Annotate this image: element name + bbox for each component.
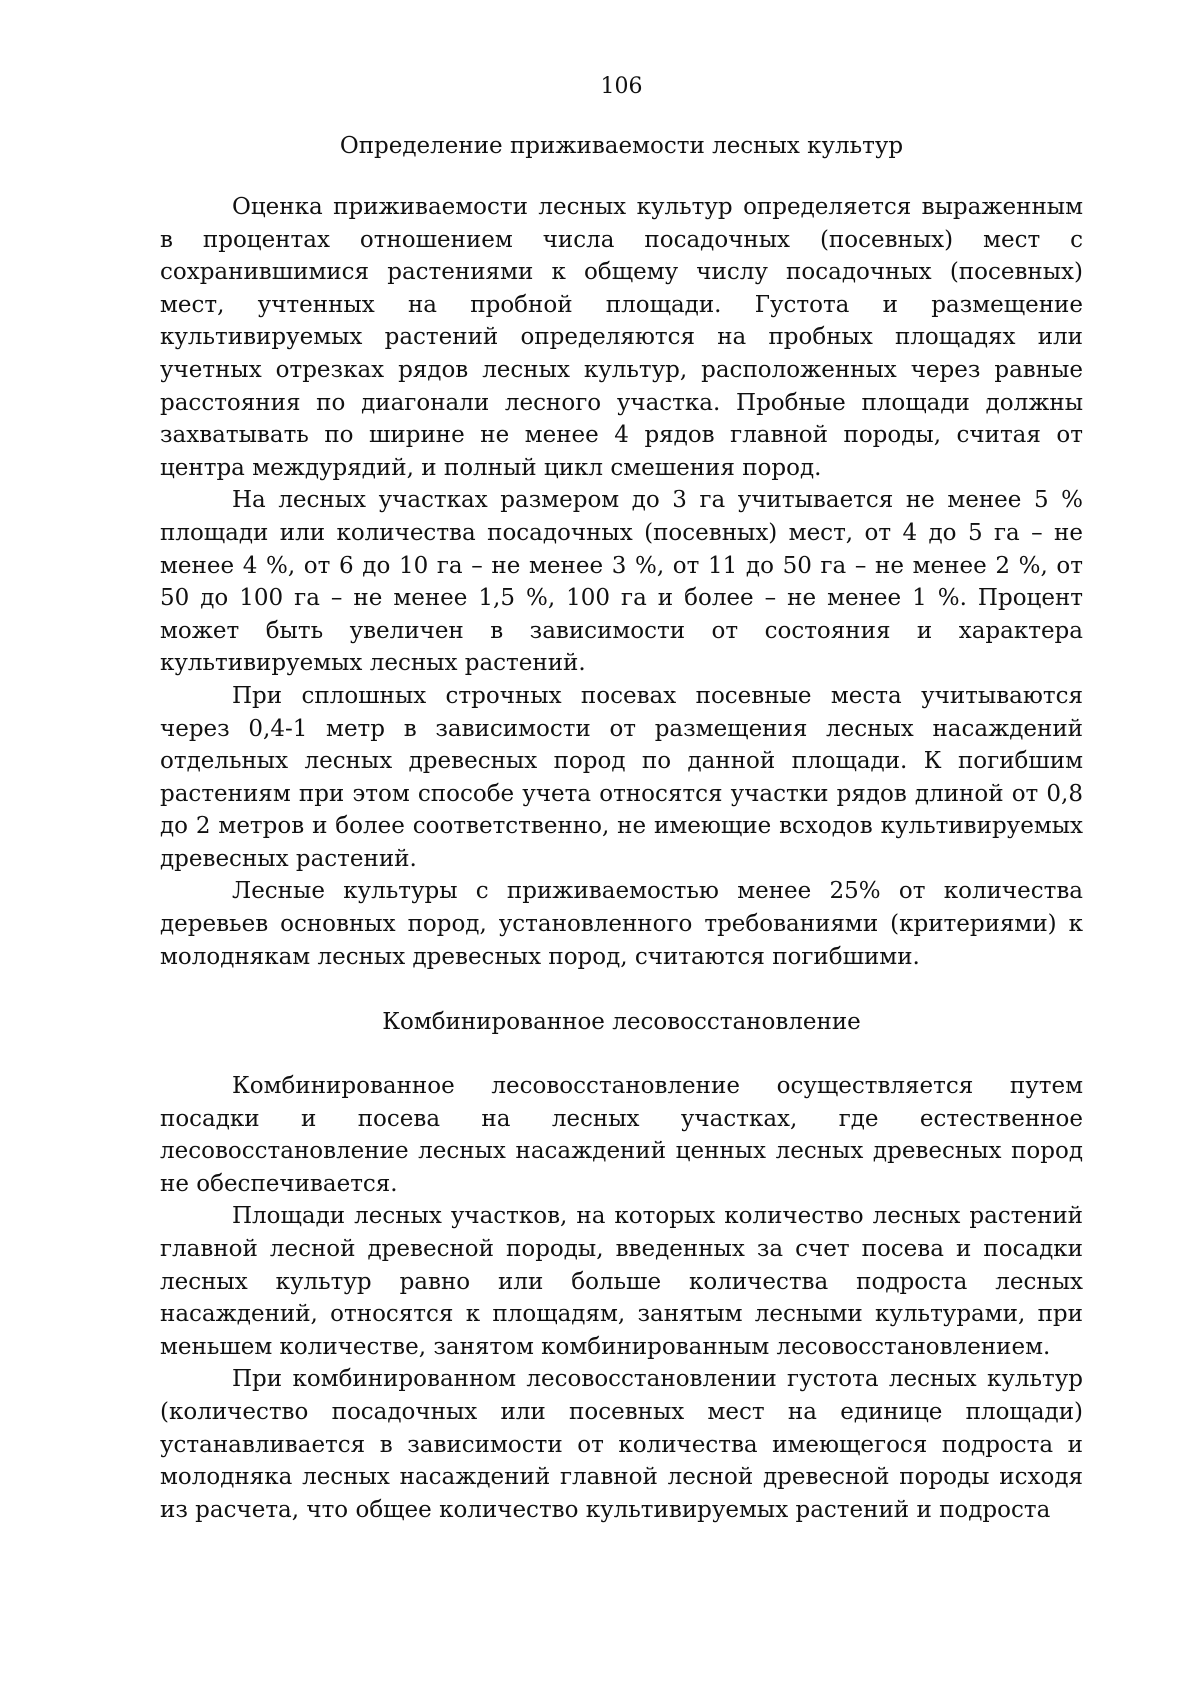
page-number: 106 (600, 74, 643, 99)
paragraph: Площади лесных участков, на которых количество лесных растений главной лесной древесной породы, введенных за счет посева и посадки лесных культур равно или больше количества подроста лесных насаждений, относятся к площадям, занятым лесными культурами, при меньшем количестве, занятом комбинированным лесовосстановлением. (160, 1203, 1083, 1360)
paragraph: На лесных участках размером до 3 га учитывается не менее 5 % площади или количества посадочных (посевных) мест, от 4 до 5 га – не менее 4 %, от 6 до 10 га – не менее 3 %, от 11 до 50 га – не менее 2 %, от 50 до 100 га – не менее 1,5 %, 100 га и более – не менее 1 %. Процент может быть увеличен в зависимости от состояния и характера культивируемых лесных растений. (160, 487, 1083, 677)
paragraph: Лесные культуры с приживаемостью менее 25% от количества деревьев основных пород, установленного требованиями (критериями) к молоднякам лесных древесных пород, считаются погибшими. (160, 878, 1083, 970)
section-heading-combined: Комбинированное лесовосстановление (382, 1009, 861, 1035)
paragraph: Оценка приживаемости лесных культур определяется выраженным в процентах отношением числа посадочных (посевных) мест с сохранившимися растениями к общему числу посадочных (посевных) мест, учтенных на пробной площади. Густота и размещение культивируемых растений определяются на пробных площадях или учетных отрезках рядов лесных культур, расположенных через равные расстояния по диагонали лесного участка. Пробные площади должны захватывать по ширине не менее 4 рядов главной породы, считая от центра междурядий, и полный цикл смешения пород. (160, 194, 1083, 481)
paragraph: Комбинированное лесовосстановление осуществляется путем посадки и посева на лесных участках, где естественное лесовосстановление лесных насаждений ценных лесных древесных пород не обеспечивается. (160, 1073, 1083, 1197)
section-combined-body (160, 1070, 1083, 1526)
paragraph: При сплошных строчных посевах посевные места учитываются через 0,4-1 метр в зависимости от размещения лесных насаждений отдельных лесных древесных пород по данной площади. К погибшим растениям при этом способе учета относятся участки рядов длиной от 0,8 до 2 метров и более соответственно, не имеющие всходов культивируемых древесных растений. (160, 682, 1083, 872)
section-survival-body (160, 191, 1083, 973)
paragraph: При комбинированном лесовосстановлении густота лесных культур (количество посадочных или посевных мест на единице площади) устанавливается в зависимости от количества имеющегося подроста и молодняка лесных насаждений главной лесной древесной породы исходя из расчета, что общее количество культивируемых растений и подроста (160, 1366, 1083, 1523)
section-heading-survival: Определение приживаемости лесных культур (339, 133, 904, 159)
